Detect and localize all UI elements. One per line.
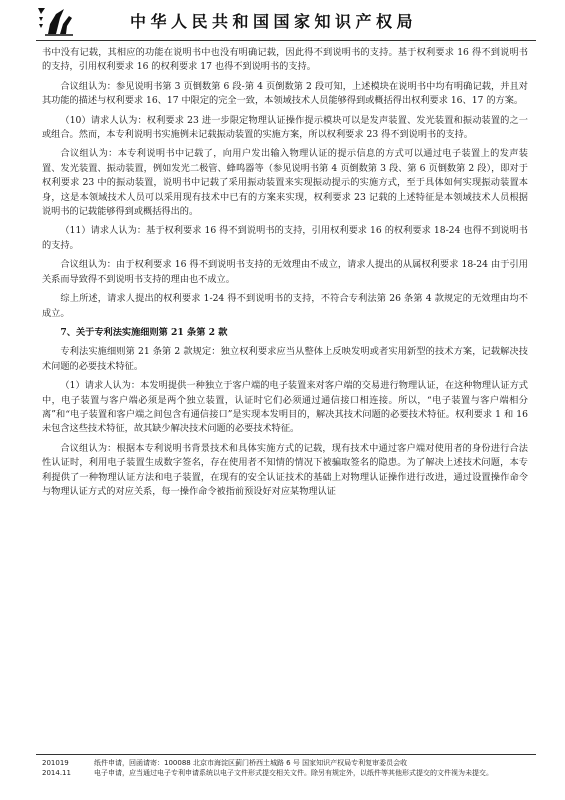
- footer-note: 纸件申请，回函请寄：100088 北京市海淀区蓟门桥西土城路 6 号 国家知识产权局专利复审委员会收: [94, 759, 408, 767]
- paragraph: 合议组认为：本专利说明书中记载了，向用户发出输入物理认证的提示信息的方式可以通过电子装置上的发声装置、发光装置、振动装置，例如发光二极管、蜂鸣器等（参见说明书第 4 页倒数第 3 段、第 6 页倒数第 2 段），即对于权利要求 23 中的振动装置，说明书中记载了采用振动装置来实现振动提示的实施方式，至于具体如何实现振动装置本身，这是本领域技术人员可以采用现有技术中已有的方案来实现，权利要求 23 记载的上述特征是本领域技术人员根据说明书的记载能够得到或概括得出的。: [42, 148, 528, 218]
- form-code: 2014.11: [42, 769, 71, 777]
- paragraph: （10）请求人认为：权利要求 23 进一步限定物理认证操作提示模块可以是发声装置、发光装置和振动装置的之一或组合。然而，本专利说明书实施例未记载振动装置的实施方案，所以权利要求 23 得不到说明书的支持。: [42, 114, 528, 141]
- paragraph: 合议组认为：参见说明书第 3 页倒数第 6 段-第 4 页倒数第 2 段可知，上述模块在说明书中均有明确记载，并且对其功能的描述与权利要求 16、17 中限定的完全一致，本领域技术人员能够得到或概括得出权利要求 16、17 的方案。: [42, 80, 528, 107]
- paragraph: 书中没有记载，其相应的功能在说明书中也没有明确记载，因此得不到说明书的支持。基于权利要求 16 得不到说明书的支持，引用权利要求 16 的权利要求 17 也得不到说明书的支持。: [42, 47, 528, 73]
- paragraph: （1）请求人认为：本发明提供一种独立于客户端的电子装置来对客户端的交易进行物理认证，在这种物理认证方式中，电子装置与客户端必须是两个独立装置，认证时它们必须通过通信接口相连接。所以，“电子装置与客户端相分离”和“电子装置和客户端之间包含有通信接口”是实现本发明目的，解决其技术问题的必要技术特征。权利要求 1 和 16 未包含这些技术特征，故其缺少解决技术问题的必要技术特征。: [42, 380, 528, 435]
- office-name: 中华人民共和国国家知识产权局: [130, 12, 418, 31]
- section-heading: 7、关于专利法实施细则第 21 条第 2 款: [60, 326, 228, 338]
- paragraph: 专利法实施细则第 21 条第 2 款规定：独立权利要求应当从整体上反映发明或者实用新型的技术方案，记载解决技术问题的必要技术特征。: [42, 346, 528, 372]
- office-emblem-icon: [36, 6, 74, 36]
- paragraph: （11）请求人认为：基于权利要求 16 得不到说明书的支持，引用权利要求 16 的权利要求 18-24 也得不到说明书的支持。: [42, 225, 528, 251]
- letterhead: [0, 0, 565, 40]
- footer-divider: [36, 754, 536, 755]
- document-body: [42, 46, 528, 746]
- paragraph: 合议组认为：由于权利要求 16 得不到说明书支持的无效理由不成立，请求人提出的从属权利要求 18-24 由于引用关系而导致得不到说明书支持的理由也不成立。: [42, 259, 528, 285]
- header-divider: [36, 40, 536, 41]
- form-code: 201019: [42, 759, 69, 767]
- paragraph: 综上所述，请求人提出的权利要求 1-24 得不到说明书的支持，不符合专利法第 26 条第 4 款规定的无效理由均不成立。: [42, 293, 528, 319]
- paragraph: 合议组认为：根据本专利说明书背景技术和具体实施方式的记载，现有技术中通过客户端对使用者的身份进行合法性认证时，利用电子装置生成数字签名，存在使用者不知情的情况下被骗取签名的隐患。为了解决上述技术问题，本专利提供了一种物理认证方法和电子装置，在现有的安全认证技术的基础上对物理认证操作进行改进，通过设置操作命令与物理认证方式的对应关系，每一操作命令被指前预设好对应某物理认证: [42, 442, 528, 497]
- footer-note: 电子申请，应当通过电子专利申请系统以电子文件形式提交相关文件。除另有规定外，以纸件等其他形式提交的文件视为未提交。: [94, 769, 493, 777]
